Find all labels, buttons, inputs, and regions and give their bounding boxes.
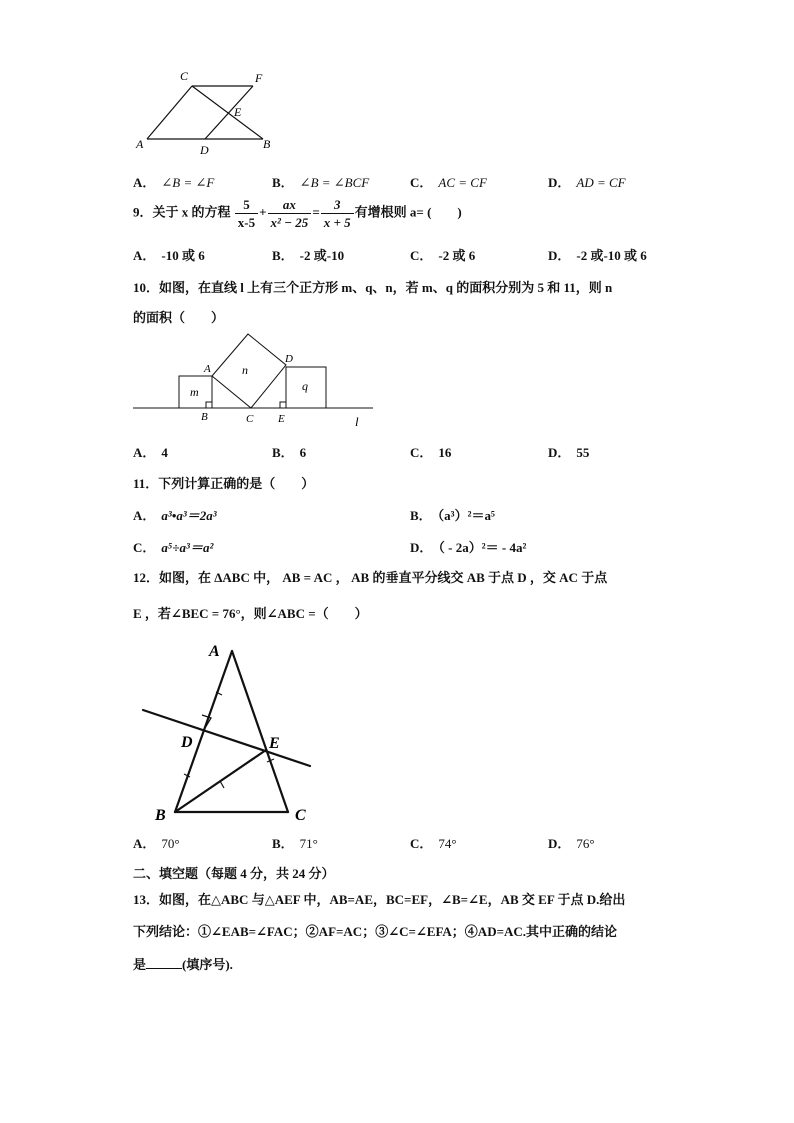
q10-stem-line2: 的面积（ ） [133,310,225,325]
q11-stem: 11．下列计算正确的是（ ） [133,476,315,491]
q8-option-d[interactable]: D． AD = CF [548,175,626,190]
label-D: D [200,143,209,157]
q12-option-d[interactable]: D． 76° [548,836,595,851]
q12-option-a[interactable]: A． 70° [133,836,180,851]
q13-stem-line2: 下列结论：①∠EAB=∠FAC；②AF=AC；③∠C=∠EFA；④AD=AC.其中正确的结论 [133,924,618,939]
q9-fraction-2: $\frac{ax}{\text{x² − 25}}$ [268,196,312,231]
q8-option-a[interactable]: A． ∠B = ∠F [133,175,215,190]
q9-fraction-3: $\frac{3}{x + 5}$ [321,196,354,231]
q12-option-b[interactable]: B． 71° [272,836,318,851]
q9-fraction-1: $\frac{5}{x-5}$ [235,196,258,231]
q10-figure [130,332,380,432]
q10-stem-line1: 10．如图，在直线 l 上有三个正方形 m、q、n，若 m、q 的面积分别为 5 和 11，则 n [133,280,613,295]
label-B: B [155,807,166,824]
label-B: B [263,137,271,151]
label-n: n [242,363,248,377]
q8-option-c[interactable]: C． AC = CF [410,175,487,190]
q12-figure [135,635,320,830]
label-F: F [255,71,263,85]
q9-option-a[interactable]: A． -10 或 6 [133,248,205,263]
q10-option-a[interactable]: A． 4 [133,445,168,460]
label-m: m [190,385,199,399]
label-A: A [204,363,211,375]
label-l: l [355,414,359,429]
q13-stem-line1: 13．如图，在△ABC 与△AEF 中，AB=AE，BC=EF，∠B=∠E，AB 交 EF 于点 D.给出 [133,892,626,907]
label-E: E [278,413,285,425]
q9-stem: 9．关于 x 的方程 $\frac{5}{x-5}$ + $\frac{ax}{\text{x² − 25}}$ = $\frac{3}{x + 5}$ 有增根则 a= ( ) [133,197,462,230]
label-C: C [295,807,306,824]
q10-option-b[interactable]: B． 6 [272,445,307,460]
label-D: D [181,734,193,751]
q11-option-a[interactable]: A． a³•a³＝2a³ [133,508,217,523]
q8-option-b[interactable]: B． ∠B = ∠BCF [272,175,370,190]
q10-option-c[interactable]: C． 16 [410,445,452,460]
q9-option-b[interactable]: B． -2 或-10 [272,248,345,263]
q13-answer-blank[interactable] [146,956,182,969]
label-q: q [302,379,308,393]
q13-stem-line3: 是 (填序号). [133,957,233,972]
q12-stem-line2: E ，若∠BEC = 76°，则∠ABC =（ ） [133,606,368,621]
label-A: A [136,137,144,151]
q12-stem-line1: 12．如图，在 ΔABC 中， AB = AC ， AB 的垂直平分线交 AB 于点 D ，交 AC 于点 [133,570,608,585]
section-heading-fill-in: 二、填空题（每题 4 分，共 24 分） [133,866,335,881]
q8-figure [130,64,280,159]
label-E: E [269,735,280,752]
label-C: C [180,69,189,83]
label-B: B [201,411,208,423]
q9-option-d[interactable]: D． -2 或-10 或 6 [548,248,647,263]
q11-option-c[interactable]: C． a⁵÷a³＝a² [133,540,214,555]
label-C: C [246,413,254,425]
label-D: D [285,353,293,365]
label-A: A [209,643,220,660]
q10-option-d[interactable]: D． 55 [548,445,590,460]
q11-option-b[interactable]: B． （a³）²＝a⁵ [410,508,495,523]
q11-option-d[interactable]: D． （ - 2a）²＝ - 4a² [410,540,527,555]
q9-option-c[interactable]: C． -2 或 6 [410,248,476,263]
label-E: E [234,105,242,119]
q12-option-c[interactable]: C． 74° [410,836,457,851]
